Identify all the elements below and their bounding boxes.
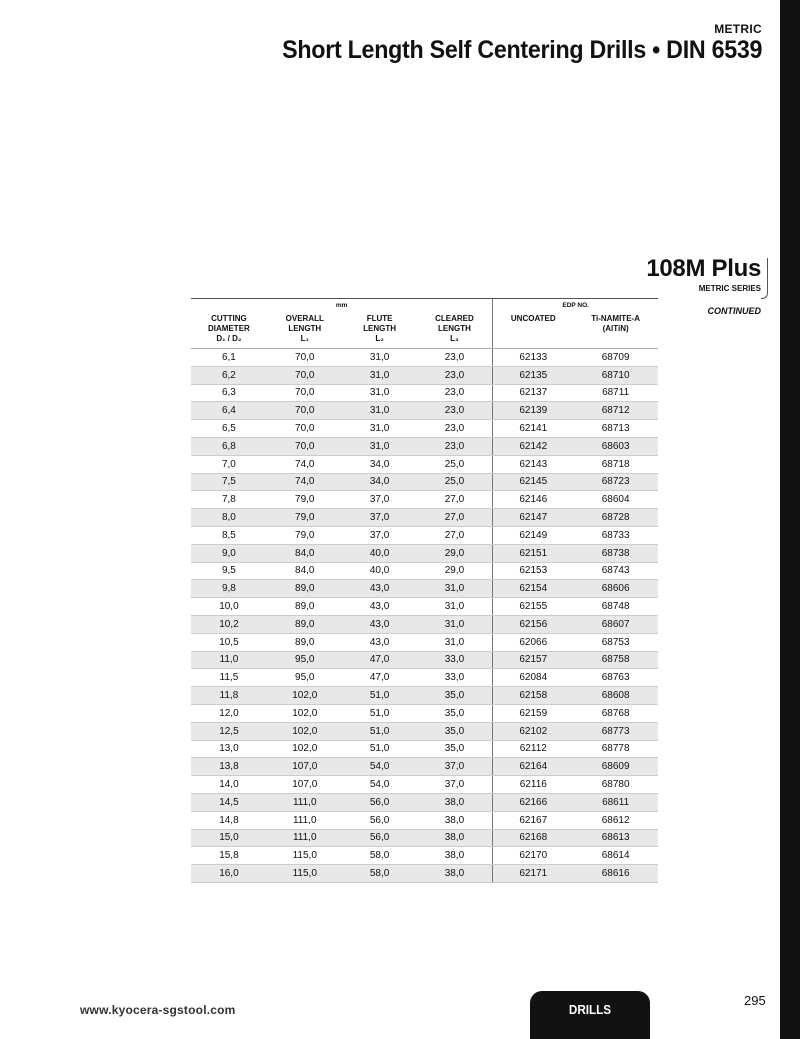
group-edp: EDP NO. [492,299,658,311]
table-row [191,545,658,563]
cell-edp-tinamite: 68607 [601,618,630,630]
cell-edp-uncoated: 62159 [492,705,573,722]
cell-flute-length: 54,0 [369,779,390,791]
cell-overall-length: 70,0 [295,405,315,417]
cell-overall-length: 102,0 [292,707,318,719]
header-line: LENGTH [438,324,471,333]
cell-edp-uncoated: 62137 [492,385,573,402]
cell-edp-uncoated: 62154 [492,580,573,597]
cell-edp-tinamite: 68738 [601,547,630,559]
cell-flute-length: 40,0 [369,547,390,559]
cell-overall-length: 102,0 [292,743,318,755]
header-line: FLUTE [366,314,393,323]
table-row [191,794,658,812]
cell-edp-tinamite: 68604 [601,494,630,506]
cell-overall-length: 79,0 [295,512,315,524]
cell-flute-length: 37,0 [369,529,390,541]
cell-diameter: 12,0 [219,707,239,719]
cell-cleared-length: 38,0 [444,814,465,826]
cell-diameter: 7,5 [221,476,236,488]
cell-cleared-length: 33,0 [444,654,465,666]
cell-diameter: 6,1 [221,351,236,363]
cell-edp-tinamite: 68614 [601,850,630,862]
cell-flute-length: 40,0 [369,565,390,577]
cell-flute-length: 31,0 [369,405,390,417]
cell-overall-length: 111,0 [292,796,317,808]
series-name: 108M Plus [646,255,761,282]
cell-cleared-length: 38,0 [444,796,465,808]
table-row [191,349,658,367]
cell-cleared-length: 31,0 [444,583,465,595]
table-column-headers [191,311,658,349]
cell-edp-uncoated: 62155 [492,598,573,615]
header-line: LENGTH [363,324,397,333]
cell-cleared-length: 29,0 [444,547,465,559]
cell-edp-uncoated: 62171 [492,865,573,882]
cell-edp-uncoated: 62158 [492,687,573,704]
cell-cleared-length: 31,0 [444,636,465,648]
cell-flute-length: 58,0 [369,850,390,862]
cell-flute-length: 47,0 [369,672,390,684]
series-subtitle: METRIC SERIES [698,284,761,293]
cell-flute-length: 51,0 [369,707,390,719]
cell-edp-uncoated: 62102 [492,723,573,740]
cell-overall-length: 102,0 [292,690,318,702]
cell-diameter: 6,4 [221,405,236,417]
cell-diameter: 10,5 [219,636,239,648]
table-row [191,420,658,438]
header-line: CLEARED [435,314,474,323]
cell-flute-length: 43,0 [369,583,390,595]
cell-overall-length: 102,0 [292,725,318,737]
table-row [191,758,658,776]
cell-edp-tinamite: 68728 [601,512,630,524]
cell-flute-length: 34,0 [369,458,390,470]
cell-edp-uncoated: 62149 [492,527,573,544]
cell-diameter: 14,8 [219,814,239,826]
table-row [191,616,658,634]
cell-edp-tinamite: 68753 [601,636,630,648]
cell-cleared-length: 23,0 [444,369,465,381]
table-body [191,349,658,883]
cell-diameter: 8,0 [221,512,236,524]
cell-cleared-length: 27,0 [444,494,465,506]
table-row [191,723,658,741]
cell-edp-uncoated: 62135 [492,367,573,384]
cell-edp-tinamite: 68733 [601,529,630,541]
cell-edp-tinamite: 68613 [601,832,630,844]
header-line: CUTTING [211,314,247,323]
cell-flute-length: 43,0 [369,636,390,648]
cell-overall-length: 70,0 [295,369,315,381]
header-symbol: D₁ / D₂ [216,334,242,343]
header-symbol: L₂ [375,334,384,343]
group-mm: mm [335,301,348,309]
cell-edp-tinamite: 68713 [601,423,630,435]
table-row [191,865,658,883]
cell-edp-uncoated: 62156 [492,616,573,633]
table-row [191,527,658,545]
table-row [191,776,658,794]
cell-cleared-length: 31,0 [444,601,465,613]
cell-overall-length: 107,0 [292,779,318,791]
cell-overall-length: 70,0 [295,440,315,452]
cell-cleared-length: 23,0 [444,423,465,435]
cell-diameter: 11,8 [219,690,239,702]
cell-flute-length: 37,0 [369,512,390,524]
header-line: LENGTH [288,324,322,333]
header-uncoated [492,311,573,348]
cell-edp-uncoated: 62145 [492,474,573,491]
cell-edp-uncoated: 62143 [492,456,573,473]
cell-edp-tinamite: 68612 [601,814,630,826]
cell-edp-tinamite: 68616 [601,868,630,879]
header-line: Ti-NAMITE-A [591,314,640,323]
cell-overall-length: 84,0 [295,547,315,559]
header-line: OVERALL [285,314,324,323]
cell-edp-tinamite: 68773 [601,725,630,737]
cell-overall-length: 111,0 [292,814,317,826]
cell-diameter: 6,8 [221,440,236,452]
cell-diameter: 14,0 [219,779,239,791]
cell-cleared-length: 25,0 [444,458,465,470]
cell-edp-uncoated: 62141 [492,420,573,437]
header-cutting-diameter [191,311,267,348]
table-row [191,652,658,670]
cell-edp-uncoated: 62147 [492,509,573,526]
cell-overall-length: 84,0 [295,565,315,577]
series-bracket [761,258,768,299]
cell-edp-uncoated: 62139 [492,402,573,419]
cell-cleared-length: 35,0 [444,707,465,719]
cell-overall-length: 74,0 [295,476,315,488]
cell-edp-tinamite: 68711 [602,387,630,399]
cell-flute-length: 37,0 [369,494,390,506]
table-row [191,474,658,492]
cell-diameter: 9,5 [221,565,236,577]
continued-label: CONTINUED [707,306,761,316]
footer-url: www.kyocera-sgstool.com [80,1003,236,1017]
cell-cleared-length: 23,0 [444,387,465,399]
table-row [191,687,658,705]
header-tinamite [573,311,658,348]
cell-cleared-length: 33,0 [444,672,465,684]
cell-diameter: 10,0 [219,601,239,613]
cell-cleared-length: 31,0 [444,618,465,630]
cell-overall-length: 89,0 [295,601,315,613]
cell-overall-length: 70,0 [295,387,315,399]
cell-edp-tinamite: 68723 [601,476,630,488]
cell-edp-uncoated: 62066 [492,634,573,651]
header-overall-length [267,311,343,348]
cell-flute-length: 56,0 [369,796,390,808]
header-line: (AlTiN) [602,324,629,333]
table-row [191,634,658,652]
cell-flute-length: 31,0 [369,351,390,363]
cell-overall-length: 107,0 [292,761,318,773]
table-row [191,438,658,456]
cell-diameter: 14,5 [219,796,239,808]
cell-edp-tinamite: 68611 [602,796,630,808]
table-row [191,830,658,848]
cell-diameter: 12,5 [219,725,239,737]
table-group-header [191,299,658,311]
cell-cleared-length: 23,0 [444,405,465,417]
cell-overall-length: 70,0 [295,351,315,363]
cell-diameter: 16,0 [219,868,239,879]
table-row [191,580,658,598]
cell-cleared-length: 38,0 [444,832,465,844]
cell-flute-length: 51,0 [369,725,390,737]
cell-diameter: 6,5 [221,423,236,435]
cell-flute-length: 43,0 [369,618,390,630]
cell-flute-length: 58,0 [369,868,390,879]
cell-diameter: 6,2 [221,369,236,381]
cell-diameter: 13,8 [219,761,239,773]
cell-edp-tinamite: 68780 [601,779,630,791]
cell-edp-uncoated: 62112 [492,741,573,758]
cell-flute-length: 51,0 [369,743,390,755]
cell-overall-length: 111,0 [292,832,317,844]
cell-overall-length: 95,0 [295,654,315,666]
table-row [191,847,658,865]
cell-flute-length: 56,0 [369,832,390,844]
cell-cleared-length: 29,0 [444,565,465,577]
cell-overall-length: 79,0 [295,529,315,541]
cell-edp-tinamite: 68608 [601,690,630,702]
cell-cleared-length: 35,0 [444,725,465,737]
header-symbol: L₁ [300,334,309,343]
table-row [191,367,658,385]
cell-edp-tinamite: 68709 [601,351,630,363]
cell-edp-tinamite: 68606 [601,583,630,595]
cell-edp-uncoated: 62151 [492,545,573,562]
cell-edp-tinamite: 68763 [601,672,630,684]
cell-edp-uncoated: 62168 [492,830,573,847]
cell-diameter: 15,8 [219,850,239,862]
cell-edp-uncoated: 62164 [492,758,573,775]
cell-edp-tinamite: 68748 [601,601,630,613]
cell-edp-tinamite: 68710 [601,369,630,381]
page-title: Short Length Self Centering Drills • DIN 6539 [281,36,762,64]
cell-diameter: 7,0 [221,458,236,470]
right-edge-bar [780,0,800,1039]
cell-cleared-length: 38,0 [444,850,465,862]
cell-flute-length: 47,0 [369,654,390,666]
table-row [191,563,658,581]
cell-cleared-length: 35,0 [444,743,465,755]
page-number: 295 [744,993,766,1008]
cell-diameter: 15,0 [219,832,239,844]
cell-edp-uncoated: 62116 [492,776,573,793]
cell-flute-length: 31,0 [369,423,390,435]
table-row [191,456,658,474]
cell-diameter: 9,0 [221,547,236,559]
cell-cleared-length: 37,0 [444,779,465,791]
cell-cleared-length: 27,0 [444,529,465,541]
cell-edp-tinamite: 68743 [601,565,630,577]
cell-overall-length: 89,0 [295,618,315,630]
footer-tab-label: DRILLS [568,1002,612,1017]
cell-edp-uncoated: 62170 [492,847,573,864]
cell-edp-tinamite: 68768 [601,707,630,719]
cell-edp-tinamite: 68609 [601,761,630,773]
cell-overall-length: 89,0 [295,636,315,648]
cell-edp-tinamite: 68603 [601,440,630,452]
cell-overall-length: 115,0 [292,850,317,862]
cell-diameter: 9,8 [221,583,236,595]
table-row [191,812,658,830]
table-row [191,598,658,616]
cell-cleared-length: 25,0 [444,476,465,488]
cell-overall-length: 79,0 [295,494,315,506]
table-row [191,491,658,509]
cell-cleared-length: 35,0 [444,690,465,702]
category-label: METRIC [714,22,762,36]
header-line: DIAMETER [208,324,250,333]
cell-edp-uncoated: 62166 [492,794,573,811]
cell-cleared-length: 23,0 [444,351,465,363]
cell-edp-uncoated: 62153 [492,563,573,580]
table-row [191,509,658,527]
cell-flute-length: 31,0 [369,369,390,381]
cell-overall-length: 89,0 [295,583,315,595]
cell-flute-length: 54,0 [369,761,390,773]
cell-edp-tinamite: 68778 [601,743,630,755]
cell-edp-uncoated: 62157 [492,652,573,669]
cell-flute-length: 31,0 [369,440,390,452]
cell-overall-length: 74,0 [295,458,315,470]
table-row [191,741,658,759]
cell-flute-length: 51,0 [369,690,390,702]
cell-edp-tinamite: 68712 [601,405,630,417]
table-row [191,402,658,420]
cell-cleared-length: 23,0 [444,440,465,452]
cell-cleared-length: 37,0 [444,761,465,773]
header-cleared-length [417,311,493,348]
cell-diameter: 11,5 [219,672,239,684]
cell-diameter: 11,0 [219,654,239,666]
cell-edp-tinamite: 68718 [601,458,630,470]
cell-cleared-length: 27,0 [444,512,465,524]
cell-overall-length: 95,0 [295,672,315,684]
table-row [191,385,658,403]
cell-cleared-length: 38,0 [444,868,465,879]
cell-edp-uncoated: 62142 [492,438,573,455]
table-row [191,669,658,687]
cell-diameter: 13,0 [219,743,239,755]
cell-overall-length: 70,0 [295,423,315,435]
cell-flute-length: 31,0 [369,387,390,399]
cell-edp-uncoated: 62084 [492,669,573,686]
cell-diameter: 7,8 [221,494,236,506]
cell-diameter: 10,2 [219,618,239,630]
cell-flute-length: 34,0 [369,476,390,488]
table-row [191,705,658,723]
cell-overall-length: 115,0 [292,868,317,879]
cell-flute-length: 43,0 [369,601,390,613]
cell-edp-uncoated: 62167 [492,812,573,829]
header-symbol: L₃ [450,334,459,343]
cell-edp-uncoated: 62146 [492,491,573,508]
cell-edp-uncoated: 62133 [492,349,573,366]
cell-flute-length: 56,0 [369,814,390,826]
header-line: UNCOATED [510,314,556,323]
drill-table [191,298,658,883]
cell-diameter: 8,5 [221,529,236,541]
cell-edp-tinamite: 68758 [601,654,630,666]
header-flute-length [343,311,417,348]
cell-diameter: 6,3 [221,387,236,399]
